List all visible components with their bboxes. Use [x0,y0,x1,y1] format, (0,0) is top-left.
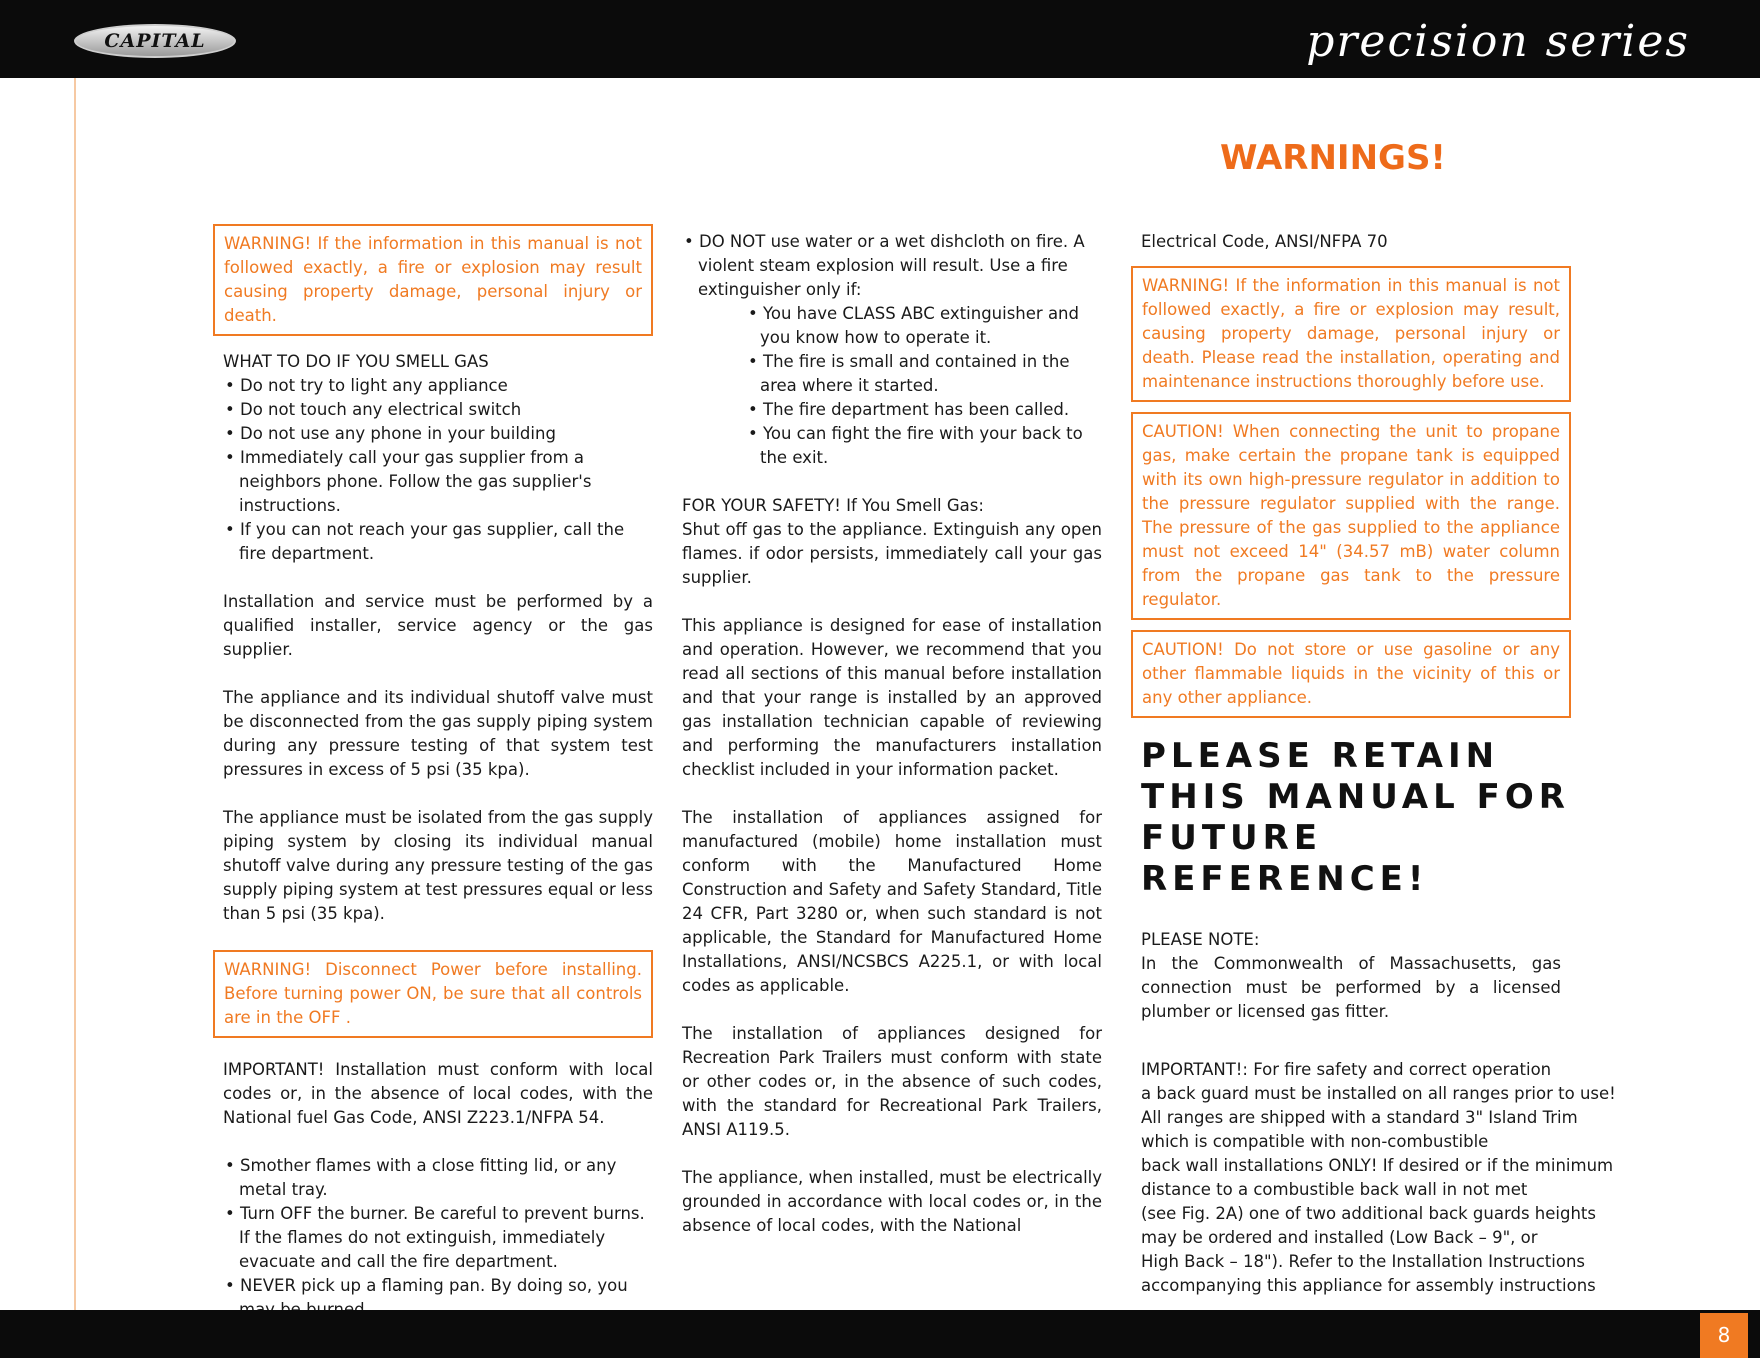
capital-logo: CAPITAL [74,24,236,58]
shutoff-paragraph: The appliance and its individual shutoff valve must be disconnected from the gas supply piping system during any pressure testing of that system test pressures in excess of 5 psi (35 kpa). [223,688,653,779]
caution-box-propane: CAUTION! When connecting the unit to propane gas, make certain the propane tank is equipped with its own high-pressure regulator in addition to the pressure regulator supplied with the range. The pressure of the gas supplied to the appliance must not exceed 14" (34.57 mB) water column from the propane gas tank to the pressure regulator. [1131,412,1571,620]
important-line: accompanying this appliance for assembly instructions [1141,1276,1596,1295]
list-item: • NEVER pick up a flaming pan. By doing so, you [223,1274,653,1322]
series-title: precision series [1306,16,1690,67]
list-item: • Smother flames with a close fitting lid, or any metal tray. [223,1154,653,1202]
column-middle [682,230,1102,1262]
retain-manual-notice: PLEASE RETAIN THIS MANUAL FOR FUTURE REFERENCE! [1141,736,1570,899]
extinguisher-conditions-list [682,302,1102,470]
important-line: (see Fig. 2A) one of two additional back guards heights [1141,1204,1596,1223]
fire-actions-list [213,1154,653,1322]
important-codes-paragraph: IMPORTANT! Installation must conform with local codes or, in the absence of local codes, with the National fuel Gas Code, ANSI Z223.1/NFPA 54. [223,1060,653,1127]
safety-paragraph: Shut off gas to the appliance. Extinguish any open flames. if odor persists, immediately call your gas supplier. [682,520,1102,587]
design-paragraph: This appliance is designed for ease of installation and operation. However, we recommend that you read all sections of this manual before installation and that your range is installed by an approved gas installation technician capable of reviewing and performing the manufacturers installation checklist included in your information packet. [682,616,1102,779]
list-item: • If you can not reach your gas supplier, call the fire department. [223,518,653,566]
header-bar [0,0,1760,78]
list-item: • Do not touch any electrical switch [223,398,653,422]
list-item: • Do not try to light any appliance [223,374,653,398]
important-line: High Back – 18"). Refer to the Installation Instructions [1141,1252,1586,1271]
note-title: PLEASE NOTE: [1141,930,1260,949]
installation-paragraph: Installation and service must be performed by a qualified installer, service agency or the gas supplier. [223,592,653,659]
list-item: • Do not use any phone in your building [223,422,653,446]
margin-rule [74,78,76,1310]
caution-box-flammables: CAUTION! Do not store or use gasoline or any other flammable liquids in the vicinity of this or any other appliance. [1131,630,1571,718]
important-line: may be ordered and installed (Low Back – 9", or [1141,1228,1538,1247]
list-item: • You can fight the fire with your back to the exit. [682,422,1102,470]
safety-title: FOR YOUR SAFETY! If You Smell Gas: [682,496,984,515]
important-line: IMPORTANT!: For fire safety and correct operation [1141,1060,1552,1079]
note-paragraph: In the Commonwealth of Massachusetts, gas connection must be performed by a licensed plumber or licensed gas fitter. [1141,954,1561,1021]
mobile-home-paragraph: The installation of appliances assigned for manufactured (mobile) home installation must conform with the Manufactured Home Construction and Safety and Safety Standard, Title 24 CFR, Part 3280 or, when such standard is not applicable, the Standard for Manufactured Home Installations, ANSI/NCSBCS A225.1, or with local codes as applicable. [682,808,1102,995]
isolation-paragraph: The appliance must be isolated from the gas supply piping system by closing its individual manual shutoff valve during any pressure testing of the gas supply piping system at test pressures equal or less than 5 psi (35 kpa). [223,808,653,923]
rv-paragraph: The installation of appliances designed for Recreation Park Trailers must conform with state or other codes or, in the absence of such codes, with the standard for Recreational Park Trailers, ANSI A119.5. [682,1024,1102,1139]
list-item: • Turn OFF the burner. Be careful to prevent burns. If the flames do not extinguish, immediately evacuate and call the fire department. [223,1202,653,1274]
warning-box-power: WARNING! Disconnect Power before installing. Before turning power ON, be sure that all controls are in the OFF . [213,950,653,1038]
list-item: • Immediately call your gas supplier from a neighbors phone. Follow the gas supplier's instructions. [223,446,653,518]
important-line: All ranges are shipped with a standard 3" Island Trim [1141,1108,1578,1127]
smell-gas-title: WHAT TO DO IF YOU SMELL GAS [223,352,489,371]
page-title: WARNINGS! [1220,138,1446,178]
grounding-paragraph: The appliance, when installed, must be electrically grounded in accordance with local codes or, in the absence of local codes, with the National [682,1168,1102,1235]
list-item: • DO NOT use water or a wet dishcloth on fire. A violent steam explosion will result. Use a fire extinguisher only if: [682,230,1102,302]
list-item: • The fire department has been called. [682,398,1102,422]
warning-box-fire: WARNING! If the information in this manual is not followed exactly, a fire or explosion may result causing property damage, personal injury or death. [213,224,653,336]
electrical-code-line: Electrical Code, ANSI/NFPA 70 [1141,232,1388,251]
important-line: a back guard must be installed on all ranges prior to use! [1141,1084,1616,1103]
warning-box-manual: WARNING! If the information in this manual is not followed exactly, a fire or explosion may result, causing property damage, personal injury or death. Please read the installation, operating and maintenance instructions thoroughly before use. [1131,266,1571,402]
important-line: back wall installations ONLY! If desired or if the minimum [1141,1156,1614,1175]
water-warning-list [682,230,1102,302]
list-item: • The fire is small and contained in the area where it started. [682,350,1102,398]
important-line: which is compatible with non-combustible [1141,1132,1489,1151]
smell-gas-list [213,374,653,566]
important-backguard-block [1131,1058,1661,1298]
footer-bar [0,1310,1760,1358]
important-line: distance to a combustible back wall in not met [1141,1180,1528,1199]
page-number: 8 [1700,1313,1748,1358]
column-right [1131,230,1616,1298]
list-item: • You have CLASS ABC extinguisher and you know how to operate it. [682,302,1102,350]
column-left [213,224,653,1322]
